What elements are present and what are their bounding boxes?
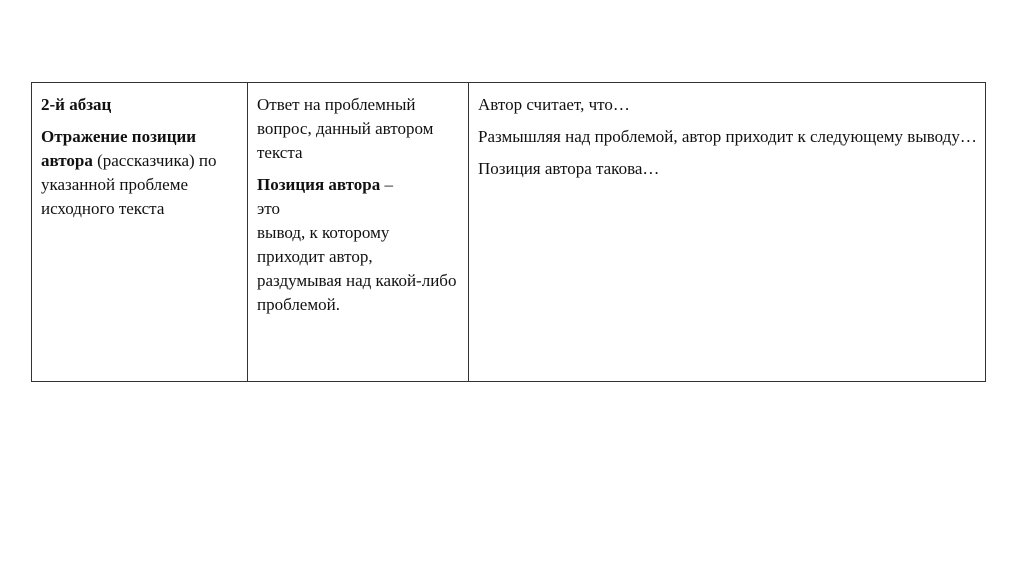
table-cell-definition [248, 83, 469, 382]
phrase-2: Размышляя над проблемой, автор приходит к следующему выводу… [478, 127, 977, 146]
paragraph-description-bold: Отражение позиции автора [41, 127, 197, 170]
table-cell-paragraph-label [32, 83, 248, 382]
definition-term-dash: – [380, 175, 393, 194]
paragraph-number-heading: 2-й абзац [41, 95, 112, 114]
definition-line-2: вывод, к которому приходит автор, раздумывая над какой-либо проблемой. [257, 223, 457, 314]
definition-term [257, 173, 460, 197]
phrase-3: Позиция автора такова… [478, 159, 660, 178]
definition-line-1: это [257, 199, 281, 218]
definition-intro: Ответ на проблемный вопрос, данный автором текста [257, 95, 434, 162]
content-table [31, 82, 986, 382]
paragraph-description [41, 125, 239, 221]
table-row [32, 83, 986, 382]
phrase-1: Автор считает, что… [478, 95, 630, 114]
table-cell-phrases [469, 83, 986, 382]
definition-term-bold: Позиция автора [257, 175, 381, 194]
paragraph-description-rest: (рассказчика) по указанной проблеме исходного текста [41, 151, 217, 218]
